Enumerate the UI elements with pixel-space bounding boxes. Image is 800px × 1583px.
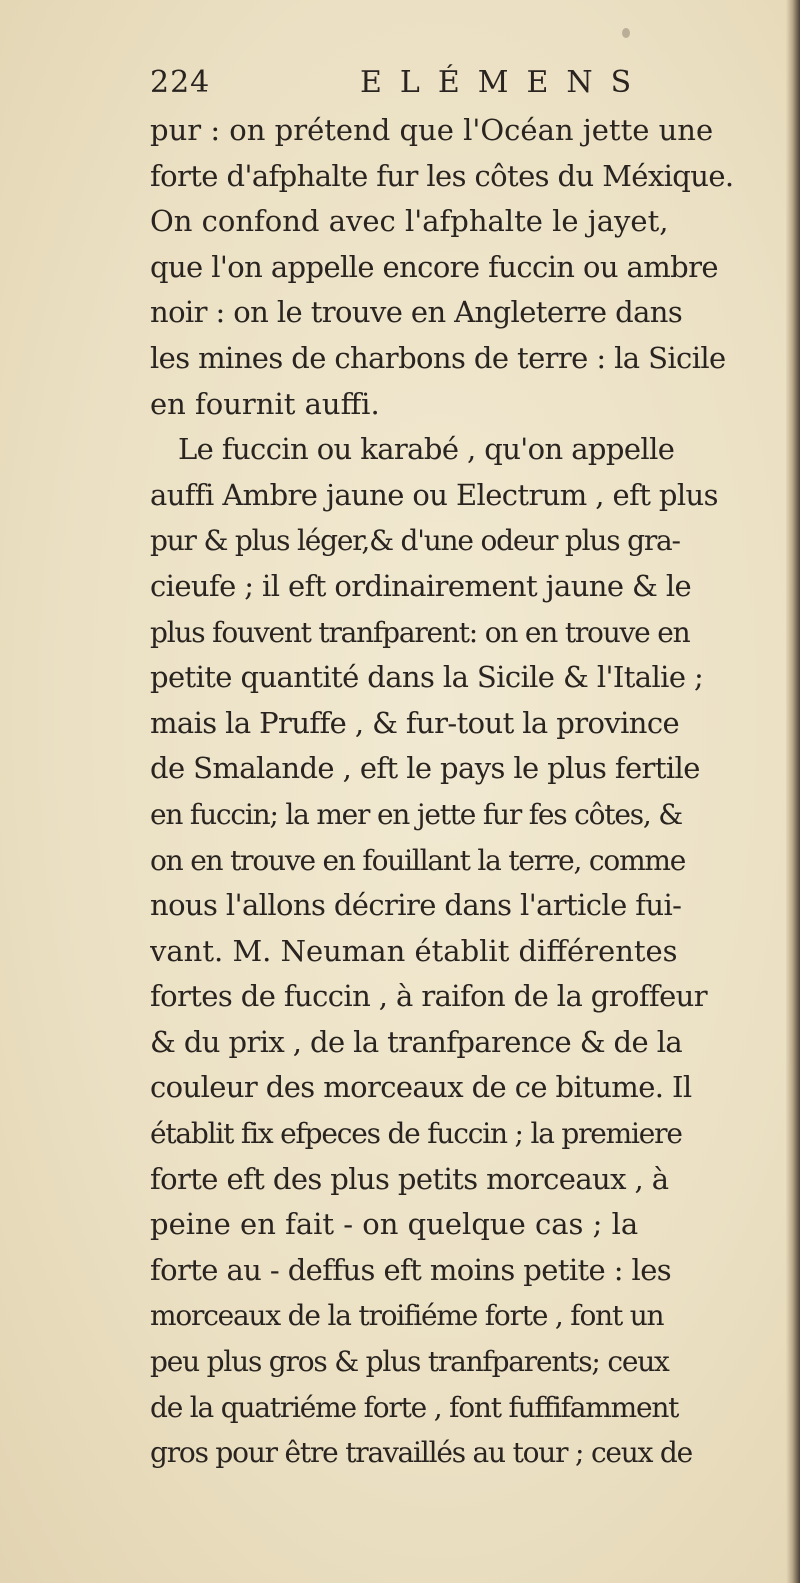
text-line: noir : on le trouve en Angleterre dans <box>150 295 683 330</box>
text-line: & du prix , de la tranfparence & de la <box>150 1024 683 1059</box>
text-line: pur & plus léger,& d'une odeur plus gra- <box>150 524 680 558</box>
running-title: ELÉMENS <box>360 65 650 100</box>
text-line: forte d'afphalte fur les côtes du Méxique. <box>150 158 734 193</box>
ink-spot <box>622 28 630 38</box>
text-line: plus fouvent tranfparent: on en trouve en <box>150 615 690 649</box>
page-edge-shadow <box>786 0 800 1583</box>
text-line: en fournit auffi. <box>150 386 380 421</box>
text-line: peine en fait - on quelque cas ; la <box>150 1207 639 1242</box>
text-line: pur : on prétend que l'Océan jette une <box>150 113 714 147</box>
text-line: les mines de charbons de terre : la Sicile <box>150 340 726 375</box>
body-text <box>150 108 772 1476</box>
text-line: fortes de fuccin , à raifon de la groffeur <box>150 979 708 1014</box>
text-line: Le fuccin ou karabé , qu'on appelle <box>178 432 675 467</box>
text-line: établit fix efpeces de fuccin ; la premiere <box>150 1117 682 1151</box>
text-line: on en trouve en fouillant la terre, comme <box>150 843 686 877</box>
text-line: mais la Pruffe , & fur-tout la province <box>150 705 680 740</box>
text-line: forte eft des plus petits morceaux , à <box>150 1161 669 1196</box>
text-line: gros pour être travaillés au tour ; ceux de <box>150 1436 693 1470</box>
text-line: nous l'allons décrire dans l'article fui- <box>150 888 682 923</box>
running-head <box>150 58 770 108</box>
text-line: de Smalande , eft le pays le plus fertile <box>150 751 700 786</box>
page-number: 224 <box>150 65 211 100</box>
text-line: forte au - deffus eft moins petite : les <box>150 1252 672 1287</box>
text-line: en fuccin; la mer en jette fur fes côtes, & <box>150 797 683 831</box>
text-line: auffi Ambre jaune ou Electrum , eft plus <box>150 477 718 512</box>
text-line: petite quantité dans la Sicile & l'Italie ; <box>150 660 704 695</box>
text-line: On confond avec l'afphalte le jayet, <box>150 204 669 239</box>
text-line: de la quatriéme forte , font fuffifamment <box>150 1390 679 1424</box>
text-line: que l'on appelle encore fuccin ou ambre <box>150 249 718 284</box>
text-line: cieufe ; il eft ordinairement jaune & le <box>150 568 692 603</box>
text-line: couleur des morceaux de ce bitume. Il <box>150 1070 692 1105</box>
text-line: morceaux de la troifiéme forte , font un <box>150 1299 664 1333</box>
text-line: vant. M. Neuman établit différentes <box>150 933 678 968</box>
text-line: peu plus gros & plus tranfparents; ceux <box>150 1345 669 1379</box>
